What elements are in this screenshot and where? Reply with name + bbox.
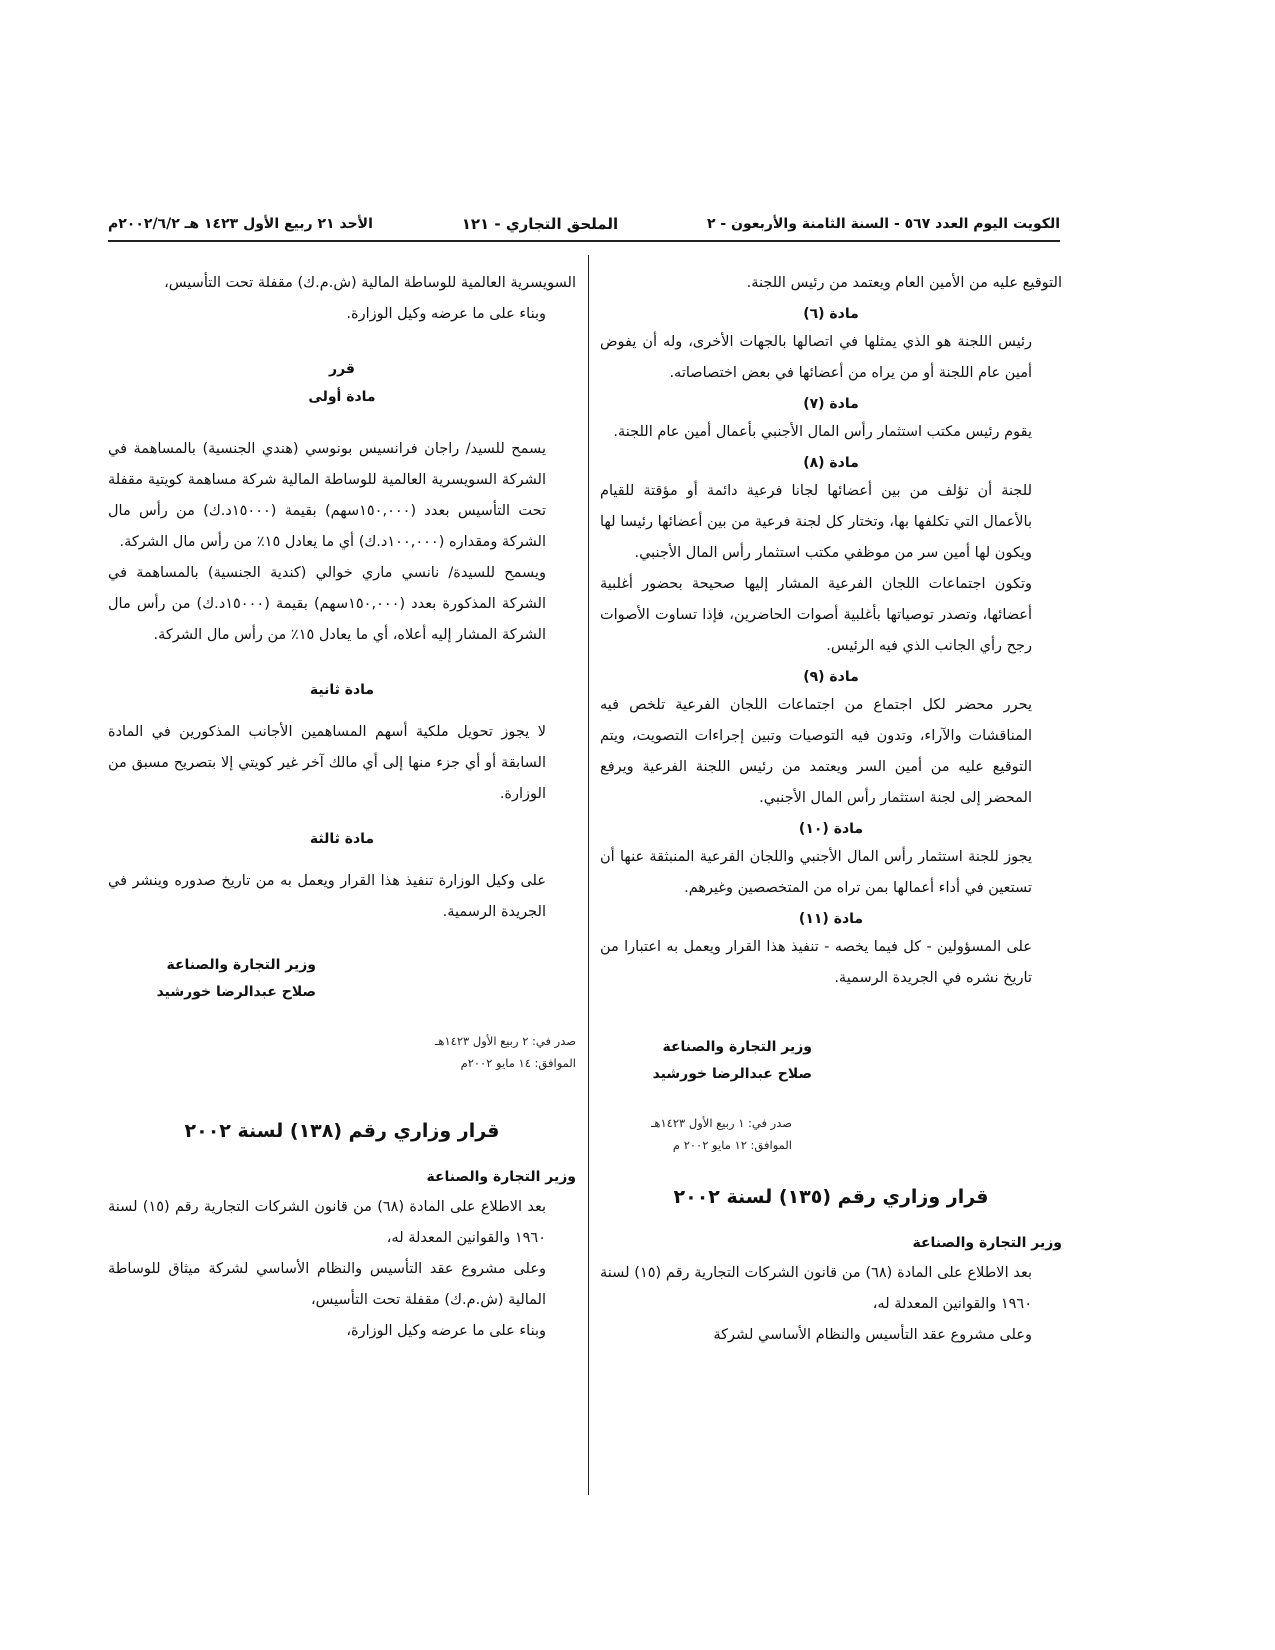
article-8-text: للجنة أن تؤلف من بين أعضائها لجانا فرعية دائمة أو مؤقتة للقيام بالأعمال التي تكلفها بها، وتختار كل لجنة فرعية من بين أعضائها رئيسا لها ويكون لها أمين سر من موظفي مكتب استثمار رأس المال الأجنبي. — [600, 483, 1032, 561]
article-11-title: مادة (١١) — [798, 911, 864, 927]
header-date: الأحد ٢١ ربيع الأول ١٤٢٣ هـ ٢٠٠٢/٦/٢م — [108, 216, 373, 232]
article-6-text: رئيس اللجنة هو الذي يمثلها في اتصالها بالجهات الأخرى، وله أن يفوض أمين عام اللجنة أو من يراه من أعضائها في بعض اختصاصاته. — [600, 334, 1032, 381]
issue-date-hijri: صدر في: ١ ربيع الأول ١٤٢٣هـ — [651, 1116, 792, 1130]
decision-heading: قرر — [329, 361, 355, 377]
column-divider — [588, 255, 589, 1495]
issue-date-hijri: صدر في: ٢ ربيع الأول ١٤٢٣هـ — [435, 1034, 576, 1048]
left-column — [108, 268, 576, 1347]
continuation-text: السويسرية العالمية للوساطة المالية (ش.م.ك) مقفلة تحت التأسيس، — [164, 275, 576, 291]
signature-name: صلاح عبدالرضا خورشيد — [652, 1066, 812, 1082]
article-10-text: يجوز للجنة استثمار رأس المال الأجنبي واللجان الفرعية المنبثقة عنها أن تستعين في أداء أعمالها بمن تراه من المتخصصين وغيرهم. — [600, 849, 1032, 896]
header-supplement-title: الملحق التجاري - ١٢١ — [461, 215, 619, 233]
signature-title: وزير التجارة والصناعة — [662, 1039, 812, 1055]
article-3-title: مادة ثالثة — [309, 831, 375, 847]
header-issue-info: الكويت اليوم العدد ٥٦٧ - السنة الثامنة والأربعون - ٢ — [706, 216, 1060, 232]
article-11-text: على المسؤولين - كل فيما يخصه - تنفيذ هذا القرار ويعمل به اعتبارا من تاريخ نشره في الجريدة الرسمية. — [600, 939, 1032, 986]
article-8-text-2: وتكون اجتماعات اللجان الفرعية المشار إليها صحيحة بحضور أغلبية أعضائها، وتصدر توصياتها بأغلبية أصوات الحاضرين، فإذا تساوت الأصوات رجح رأي الجانب الذي فيه الرئيس. — [600, 576, 1032, 654]
decree-135-title: قرار وزاري رقم (١٣٥) لسنة ٢٠٠٢ — [673, 1186, 989, 1208]
article-7-text: يقوم رئيس مكتب استثمار رأس المال الأجنبي بأعمال أمين عام اللجنة. — [613, 424, 1032, 440]
recital-text: وبناء على ما عرضه وكيل الوزارة. — [346, 306, 546, 322]
decree-135-preamble-2: وعلى مشروع عقد التأسيس والنظام الأساسي لشركة — [713, 1327, 1032, 1343]
signature-title: وزير التجارة والصناعة — [166, 957, 316, 973]
article-9-text: يحرر محضر لكل اجتماع من اجتماعات اللجان الفرعية تلخص فيه المناقشات والآراء، وتدون فيه التوصيات وتبين إجراءات التصويت، ويتم التوقيع عليه من أمين السر ويعتمد من رئيس اللجنة الفرعية ويرفع المحضر إلى لجنة استثمار رأس المال الأجنبي. — [600, 697, 1032, 806]
decree-138-title: قرار وزاري رقم (١٣٨) لسنة ٢٠٠٢ — [184, 1120, 500, 1142]
article-2-text: لا يجوز تحويل ملكية أسهم المساهمين الأجانب المذكورين في المادة السابقة أو أي جزء منها إلى أي مالك آخر غير كويتي إلا بتصريح مسبق من الوزارة. — [108, 724, 546, 802]
decree-138-preamble-3: وبناء على ما عرضه وكيل الوزارة، — [346, 1323, 546, 1339]
decree-138-preamble-1: بعد الاطلاع على المادة (٦٨) من قانون الشركات التجارية رقم (١٥) لسنة ١٩٦٠ والقوانين المعدلة له، — [108, 1199, 546, 1246]
article-2-title: مادة ثانية — [309, 682, 375, 698]
continuation-text: التوقيع عليه من الأمين العام ويعتمد من رئيس اللجنة. — [746, 275, 1062, 291]
signature-name: صلاح عبدالرضا خورشيد — [156, 984, 316, 1000]
header-rule — [108, 240, 1060, 242]
decree-135-issuer: وزير التجارة والصناعة — [912, 1235, 1062, 1251]
article-10-title: مادة (١٠) — [798, 821, 864, 837]
article-6-title: مادة (٦) — [803, 306, 859, 322]
article-1-text-2: ويسمح للسيدة/ نانسي ماري خوالي (كندية الجنسية) بالمساهمة في الشركة المذكورة بعدد (١٥٠,٠٠٠سهم) بقيمة (١٥٠٠٠د.ك) من رأس مال الشركة المشار إليه أعلاه، أي ما يعادل ١٥٪ من رأس مال الشركة. — [108, 565, 546, 643]
page-header — [108, 210, 1060, 238]
article-1-text: يسمح للسيد/ راجان فرانسيس بونوسي (هندي الجنسية) بالمساهمة في الشركة السويسرية العالمية للوساطة المالية شركة مساهمة كويتية مقفلة تحت التأسيس بعدد (١٥٠,٠٠٠سهم) بقيمة (١٥٠٠٠د.ك) من رأس مال الشركة ومقداره (١٠٠,٠٠٠د.ك) أي ما يعادل ١٥٪ من رأس مال الشركة. — [108, 441, 547, 550]
decree-138-issuer: وزير التجارة والصناعة — [426, 1169, 576, 1185]
article-7-title: مادة (٧) — [803, 396, 859, 412]
decree-135-preamble-1: بعد الاطلاع على المادة (٦٨) من قانون الشركات التجارية رقم (١٥) لسنة ١٩٦٠ والقوانين المعدلة له، — [600, 1265, 1033, 1312]
issue-date-gregorian: الموافق: ١٤ مايو ٢٠٠٢م — [460, 1056, 576, 1070]
article-3-text: على وكيل الوزارة تنفيذ هذا القرار ويعمل به من تاريخ صدوره وينشر في الجريدة الرسمية. — [108, 873, 546, 920]
article-8-title: مادة (٨) — [803, 455, 859, 471]
issue-date-gregorian: الموافق: ١٢ مايو ٢٠٠٢ م — [672, 1138, 792, 1152]
right-column — [600, 268, 1062, 1351]
article-1-title: مادة أولى — [308, 389, 376, 405]
article-9-title: مادة (٩) — [803, 669, 859, 685]
decree-138-preamble-2: وعلى مشروع عقد التأسيس والنظام الأساسي لشركة ميثاق للوساطة المالية (ش.م.ك) مقفلة تحت التأسيس، — [108, 1261, 546, 1308]
